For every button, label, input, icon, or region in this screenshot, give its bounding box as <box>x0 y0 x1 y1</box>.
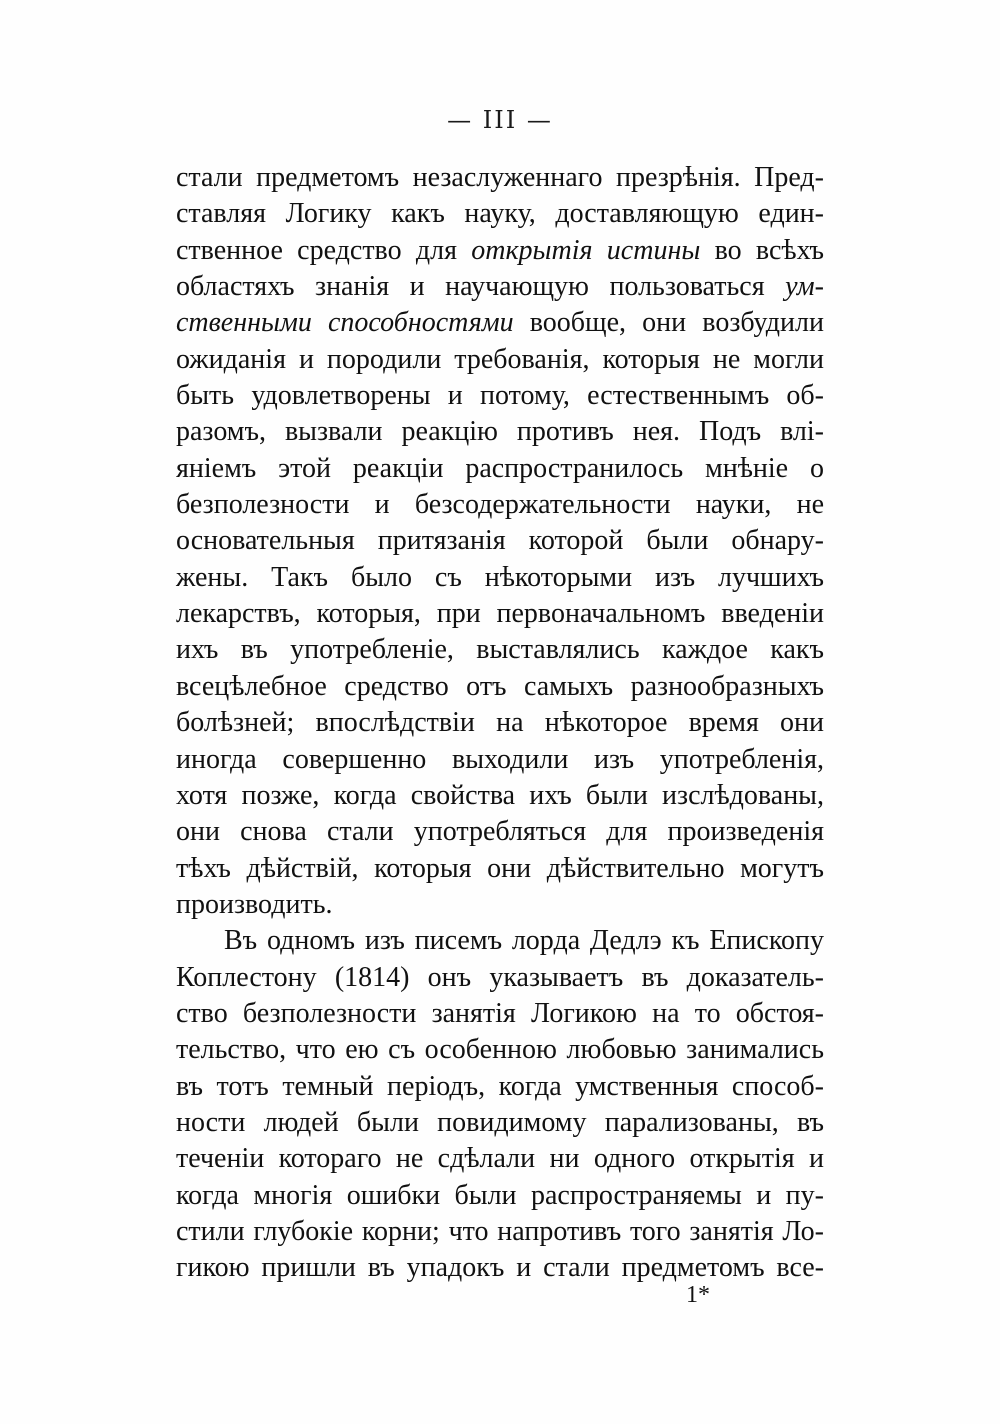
signature-mark: 1* <box>686 1282 710 1308</box>
text-line <box>176 233 824 269</box>
text-run: во всѣхъ <box>700 234 824 266</box>
text-line: болѣзней; впослѣдствіи на нѣкоторое время они <box>176 707 824 739</box>
text-line: лекарствъ, которыя, при первоначальномъ введеніи <box>176 598 824 630</box>
text-line: иногда совершенно выходили изъ употребленія, <box>176 743 824 775</box>
text-line: быть удовлетворены и потому, естественнымъ об- <box>176 380 824 412</box>
text-line: хотя позже, когда свойства ихъ были изслѣдованы, <box>176 779 824 811</box>
text-line: Коплестону (1814) онъ указываетъ въ доказатель- <box>176 961 824 993</box>
text-line: ство безполезности занятія Логикою на то обстоя- <box>176 997 824 1029</box>
text-line: теченіи котораго не сдѣлали ни одного открытія и <box>176 1143 824 1175</box>
text-line: тельство, что ею съ особенною любовью занимались <box>176 1034 824 1066</box>
text-run: областяхъ знанія и научающую пользоваться <box>176 271 786 303</box>
page-number-header: — III — <box>447 106 553 134</box>
italic-emphasis: открытія истины <box>471 234 701 266</box>
text-line: они снова стали употребляться для произведенія <box>176 816 824 848</box>
text-line <box>176 305 824 341</box>
text-line: ставляя Логику какъ науку, доставляющую един- <box>176 198 824 230</box>
text-line: ихъ въ употребленіе, выставлялись каждое какъ <box>176 634 824 666</box>
text-line: стили глубокіе корни; что напротивъ того занятія Ло- <box>176 1215 824 1247</box>
body-text <box>176 160 824 1287</box>
text-line: всецѣлебное средство отъ самыхъ разнообразныхъ <box>176 670 824 702</box>
italic-emphasis: ум- <box>785 271 824 303</box>
text-line: жены. Такъ было съ нѣкоторыми изъ лучшихъ <box>176 561 824 593</box>
text-line: гикою пришли въ упадокъ и стали предметомъ все- <box>176 1252 824 1284</box>
text-line: ожиданія и породили требованія, которыя не могли <box>176 343 824 375</box>
text-line: яніемъ этой реакціи распространилось мнѣніе о <box>176 452 824 484</box>
text-line: тѣхъ дѣйствій, которыя они дѣйствительно могутъ <box>176 852 824 884</box>
text-run: вообще, они возбудили <box>513 307 824 339</box>
text-run: ственное средство для <box>176 234 472 266</box>
text-line: когда многія ошибки были распространяемы и пу- <box>176 1179 824 1211</box>
text-line: производить. <box>176 888 333 920</box>
italic-emphasis: ственными способностями <box>176 307 514 339</box>
text-line: стали предметомъ незаслуженнаго презрѣнія. Пред- <box>176 162 824 193</box>
text-line: безполезности и безсодержательности науки, не <box>176 489 824 521</box>
text-line: ности людей были повидимому парализованы, въ <box>176 1106 824 1138</box>
text-line: основательныя притязанія которой были обнару- <box>176 525 824 557</box>
text-line <box>176 269 824 305</box>
text-line: разомъ, вызвали реакцію противъ нея. Подъ влі- <box>176 416 824 448</box>
text-line: Въ одномъ изъ писемъ лорда Дедлэ къ Епископу <box>224 925 824 957</box>
text-line: въ тотъ темный періодъ, когда умственныя способ- <box>176 1070 824 1102</box>
